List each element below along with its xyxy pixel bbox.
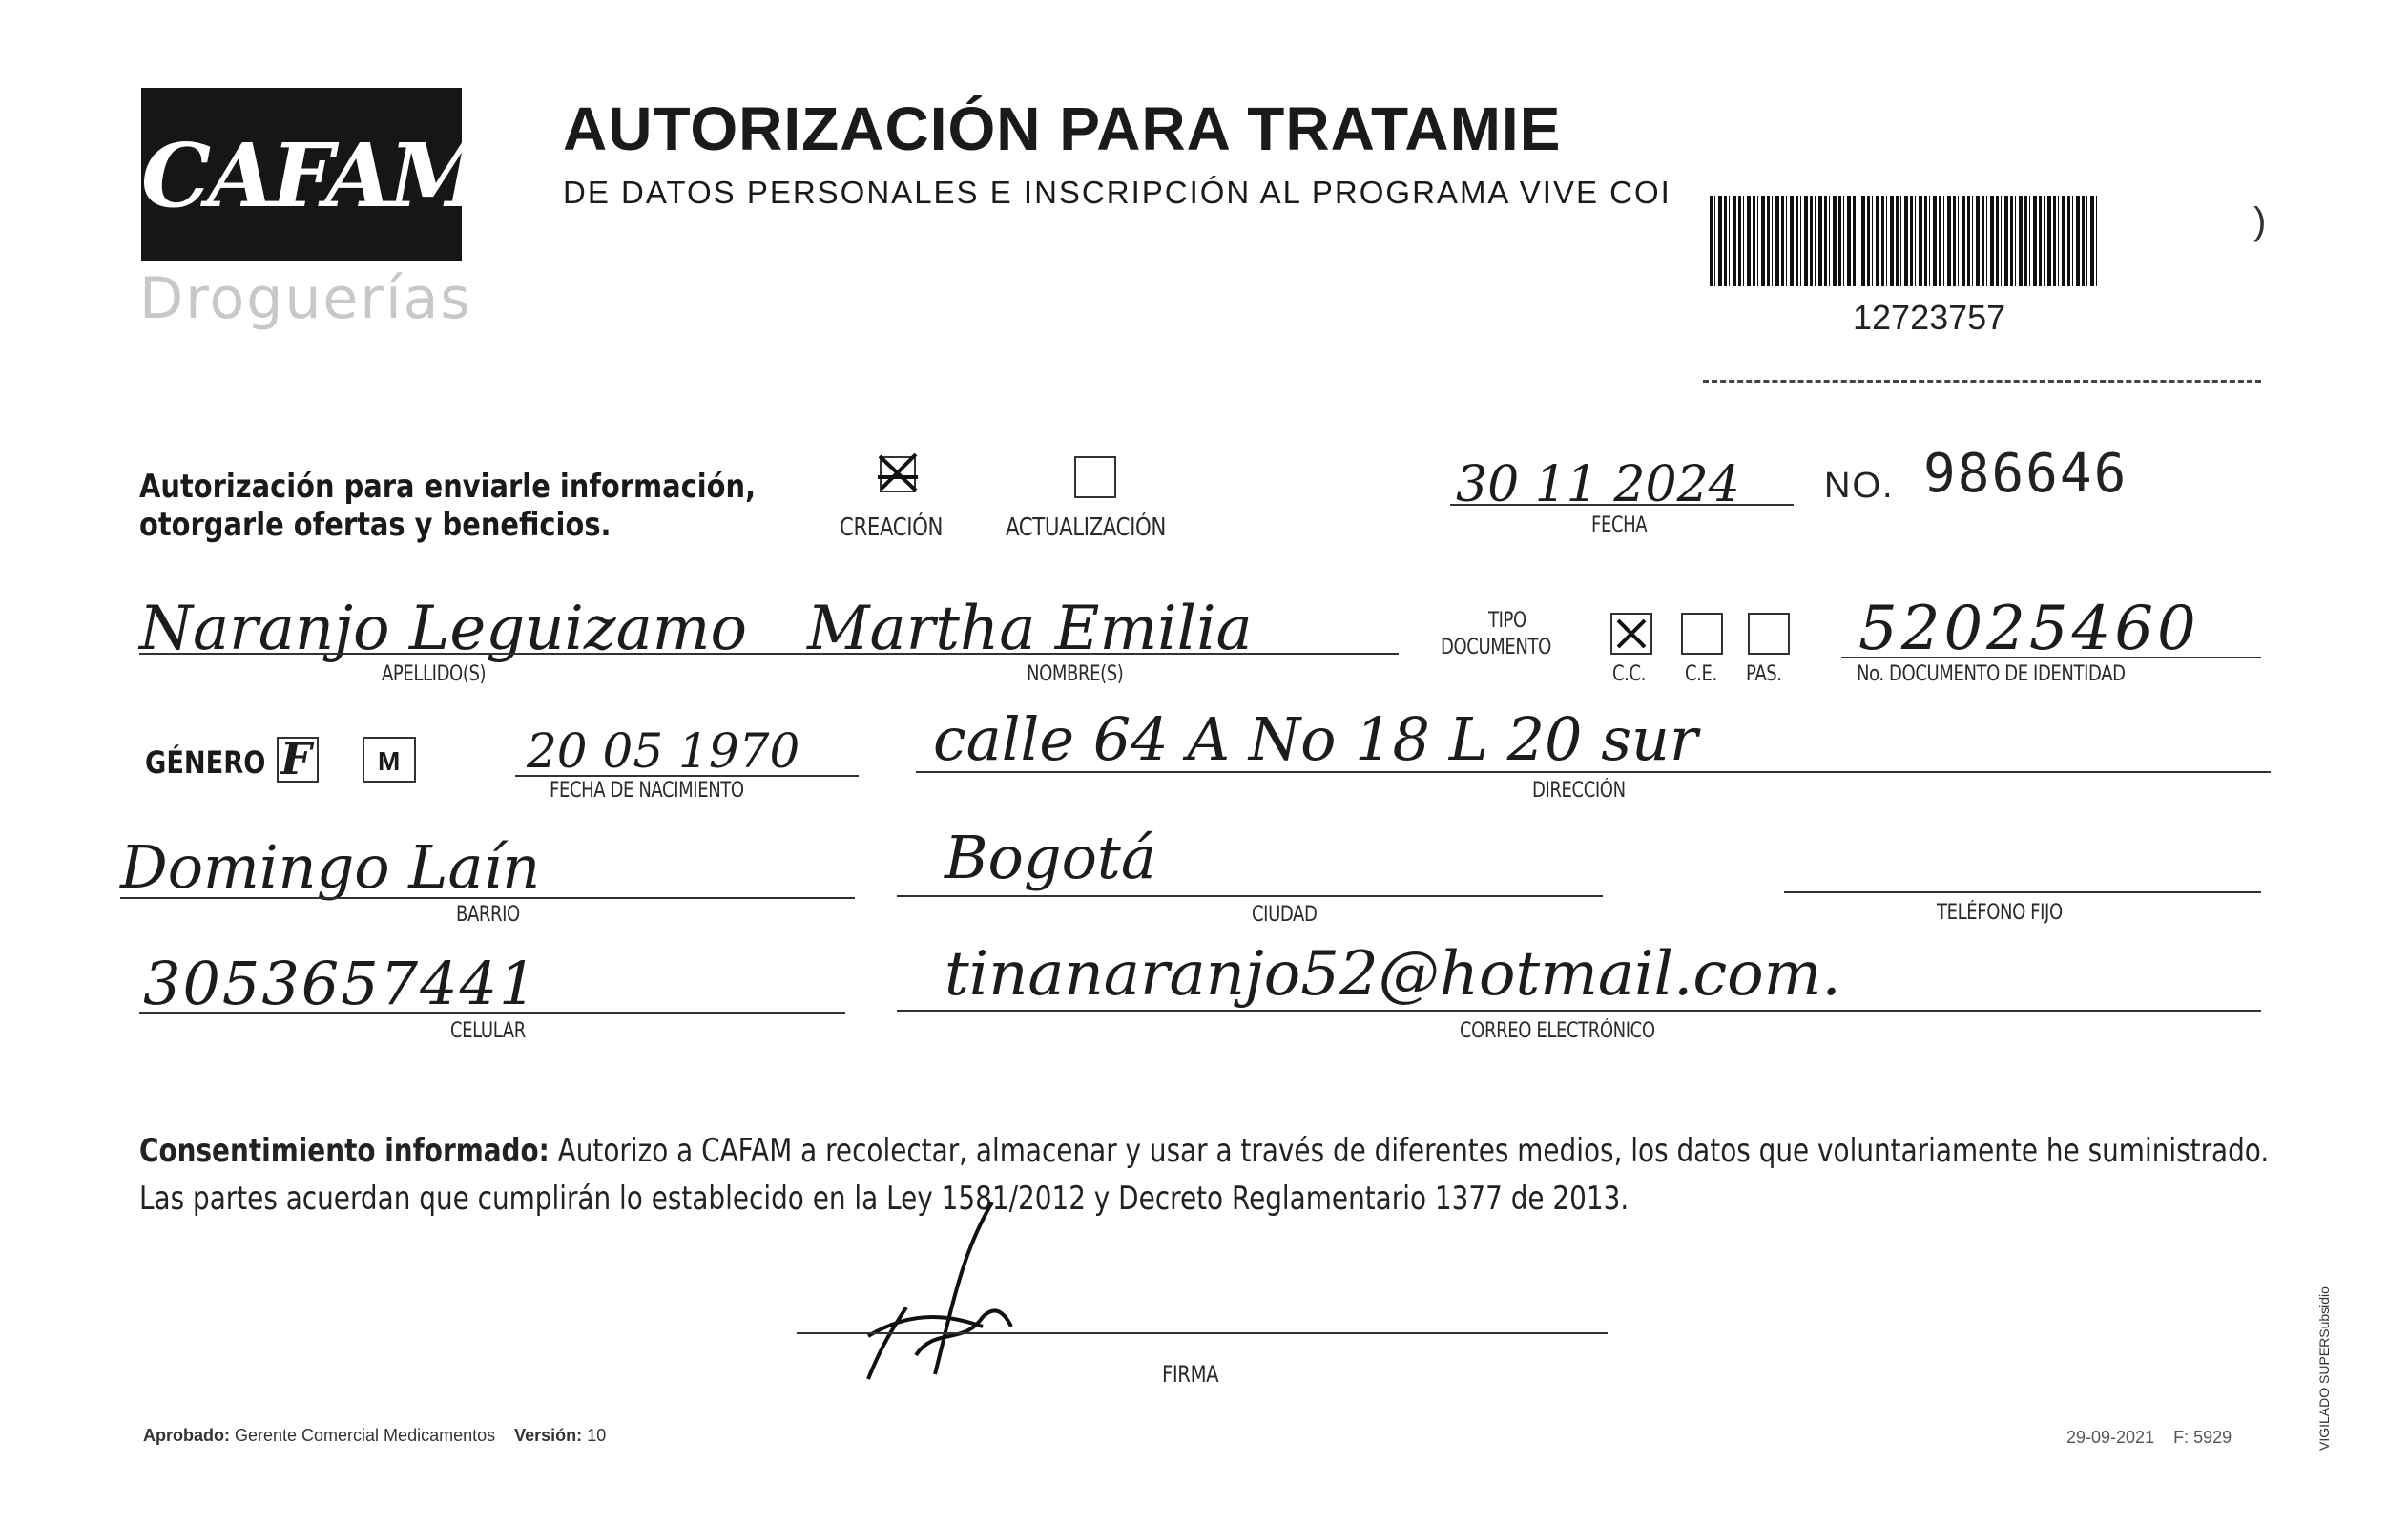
aprobado-label: Aprobado: [143,1426,230,1445]
check-x-icon [1612,615,1650,653]
barrio-line [120,897,855,899]
consent-line2: Las partes acuerdan que cumplirán lo establecido en la Ley 1581/2012 y Decreto Reglamentario 1377 de 2013. [139,1180,1630,1218]
footer-right [2066,1428,2232,1448]
authorization-text-line1: Autorización para enviarle información, [139,468,757,506]
correo-label: CORREO ELECTRÓNICO [1460,1019,1655,1043]
tipo-label: TIPO [1488,609,1526,633]
celular-value[interactable]: 3053657441 [143,949,539,1018]
telefono-line[interactable] [1784,891,2261,893]
footer-left [143,1426,606,1446]
signature [849,1193,1059,1384]
firma-line[interactable] [797,1332,1608,1334]
correo-line [897,1010,2261,1012]
cafam-logo [141,88,483,261]
m-checkbox[interactable] [363,737,416,783]
barcode-dashed-line [1703,380,2261,383]
actualizacion-checkbox[interactable] [1074,456,1116,498]
nacimiento-label: FECHA DE NACIMIENTO [550,779,744,803]
barrio-value[interactable]: Domingo Laín [120,832,541,902]
check-x-icon [874,449,922,496]
correo-value[interactable]: tinanaranjo52@hotmail.com. [945,939,1841,1010]
apellidos-label: APELLIDO(S) [382,662,487,686]
pas-checkbox[interactable] [1748,613,1790,655]
pas-label: PAS. [1746,662,1782,686]
firma-label: FIRMA [1162,1361,1219,1388]
version-label: Versión: [514,1426,583,1445]
nacimiento-value[interactable]: 20 05 1970 [527,723,800,779]
no-label: NO. [1824,466,1895,506]
side-vertical-text: VIGILADO SUPERSubsidio [2316,1286,2332,1451]
documento-line [1841,657,2261,658]
celular-label: CELULAR [450,1019,526,1043]
fecha-line [1450,504,1794,506]
f-checkbox[interactable] [277,733,319,784]
consent-line1 [139,1132,2269,1170]
consent-text-1: Autorizo a CAFAM a recolectar, almacenar y usar a través de diferentes medios, los datos que voluntariamente he suministrado. [557,1132,2270,1170]
corner-mark: ) [2253,200,2267,242]
f-mark: F [280,733,312,784]
barcode-number: 12723757 [1853,298,2006,337]
documento-label: DOCUMENTO [1441,636,1551,659]
cc-checkbox[interactable] [1610,613,1652,655]
name-line [139,653,1399,655]
form-code: F: 5929 [2173,1428,2232,1447]
ciudad-label: CIUDAD [1252,903,1318,927]
cc-label: C.C. [1612,662,1647,686]
ce-checkbox[interactable] [1681,613,1723,655]
telefono-label: TELÉFONO FIJO [1937,901,2063,925]
ciudad-value[interactable]: Bogotá [945,823,1156,892]
creacion-checkbox[interactable] [880,456,916,492]
consent-heading: Consentimiento informado: [139,1132,550,1170]
documento-id-label: No. DOCUMENTO DE IDENTIDAD [1857,662,2126,686]
sub-logo-drogerias: Droguerías [139,265,472,332]
genero-label: GÉNERO [145,744,266,781]
barcode [1710,196,2097,286]
version-value: 10 [587,1426,607,1445]
page-subtitle: DE DATOS PERSONALES E INSCRIPCIÓN AL PROGRAMA VIVE COI [563,175,1671,210]
nombres-value[interactable]: Martha Emilia [807,594,1253,664]
logo-text: CAFAM [141,124,483,227]
documento-value[interactable]: 52025460 [1858,594,2200,664]
ce-label: C.E. [1685,662,1717,686]
creacion-label: CREACIÓN [840,513,944,542]
nombres-label: NOMBRE(S) [1027,662,1124,686]
direccion-label: DIRECCIÓN [1532,779,1626,803]
aprobado-value: Gerente Comercial Medicamentos [235,1426,496,1445]
ciudad-line [897,895,1603,897]
page-title: AUTORIZACIÓN PARA TRATAMIE [563,94,1562,163]
apellidos-value[interactable]: Naranjo Leguizamo [139,594,747,664]
date-code: 29-09-2021 [2066,1428,2155,1447]
fecha-value[interactable]: 30 11 2024 [1456,456,1740,513]
celular-line [139,1012,845,1014]
barrio-label: BARRIO [456,903,520,927]
direccion-value[interactable]: calle 64 A No 18 L 20 sur [933,704,1698,774]
direccion-line [916,771,2271,773]
no-value: 986646 [1923,443,2128,505]
actualizacion-label: ACTUALIZACIÓN [1006,513,1166,542]
m-label: M [378,746,401,776]
fecha-label: FECHA [1591,513,1648,537]
authorization-text-line2: otorgarle ofertas y beneficios. [139,506,612,544]
nacimiento-line [515,775,859,777]
